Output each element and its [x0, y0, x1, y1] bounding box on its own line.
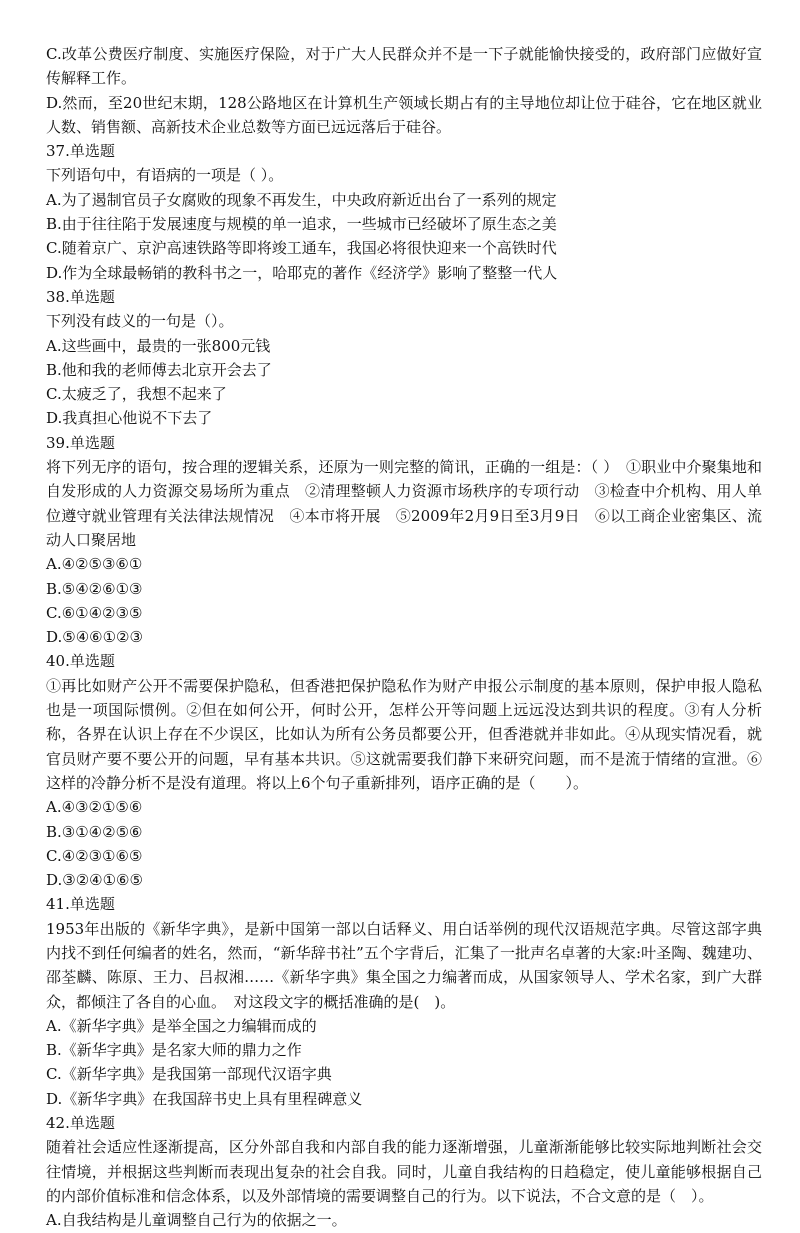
option-c: C.④②③①⑥⑤	[46, 846, 143, 865]
option-a: A.自我结构是儿童调整自己行为的依据之一。	[46, 1211, 347, 1230]
question-42	[46, 1111, 762, 1232]
option-d: D.⑤④⑥①②③	[46, 628, 143, 647]
option-b: B.⑤④②⑥①③	[46, 579, 143, 598]
question-stem: 下列没有歧义的一句是（）。	[46, 312, 234, 331]
option-d: D.③②④①⑥⑤	[46, 871, 143, 890]
option-b: B.由于往往陷于发展速度与规模的单一追求，一些城市已经破坏了原生态之美	[46, 215, 557, 234]
question-stem: ①再比如财产公开不需要保护隐私，但香港把保护隐私作为财产申报公示制度的基本原则，保护申报人隐私也是一项国际惯例。②但在如何公开，何时公开，怎样公开等问题上远远没达到共识的程度。③有人分析称，各界在认识上存在不少误区，比如认为所有公务员都要公开，但香港就并非如此。④从现实情况看，就官员财产要不要公开的问题，早有基本共识。⑤这就需要我们静下来研究问题，而不是流于情绪的宣泄。⑥这样的冷静分析不是没有道理。将以上6个句子重新排列，语序正确的是（ ）。	[46, 676, 762, 792]
question-number: 41.单选题	[46, 895, 115, 914]
option-a: A.这些画中，最贵的一张800元钱	[46, 336, 271, 355]
option-a: A.《新华字典》是举全国之力编辑而成的	[46, 1016, 317, 1035]
question-stem: 下列语句中，有语病的一项是（ ）。	[46, 166, 284, 185]
previous-option-d: D.然而，至20世纪末期，128公路地区在计算机生产领域长期占有的主导地位却让位于硅谷，它在地区就业人数、销售额、高新技术企业总数等方面已远远落后于硅谷。	[46, 93, 762, 136]
question-39	[46, 431, 762, 650]
question-37	[46, 139, 762, 285]
option-b: B.他和我的老师傅去北京开会去了	[46, 360, 272, 379]
option-d: D.作为全球最畅销的教科书之一，哈耶克的著作《经济学》影响了整整一代人	[46, 263, 558, 282]
option-b: B.③①④②⑤⑥	[46, 822, 143, 841]
option-d: D.《新华字典》在我国辞书史上具有里程碑意义	[46, 1089, 363, 1108]
option-a: A.④②⑤③⑥①	[46, 555, 143, 574]
question-stem: 将下列无序的语句，按合理的逻辑关系，还原为一则完整的简讯，正确的一组是：（ ） ①职业中介聚集地和自发形成的人力资源交易场所为重点 ②清理整顿人力资源市场秩序的专项行动 ③检查中介机构、用人单位遵守就业管理有关法律法规情况 ④本市将开展 ⑤2009年2月9日至3月9日 ⑥以工商企业密集区、流动人口聚居地	[46, 458, 762, 549]
question-number: 39.单选题	[46, 433, 115, 452]
document-page	[46, 42, 762, 1233]
option-d: D.我真担心他说不下去了	[46, 409, 213, 428]
option-c: C.《新华字典》是我国第一部现代汉语字典	[46, 1065, 332, 1084]
question-40	[46, 649, 762, 892]
question-41	[46, 892, 762, 1111]
option-c: C.⑥①④②③⑤	[46, 603, 143, 622]
question-number: 42.单选题	[46, 1114, 115, 1133]
question-number: 40.单选题	[46, 652, 115, 671]
option-c: C.随着京广、京沪高速铁路等即将竣工通车，我国必将很快迎来一个高铁时代	[46, 239, 557, 258]
question-stem: 随着社会适应性逐渐提高，区分外部自我和内部自我的能力逐渐增强，儿童渐渐能够比较实际地判断社会交往情境，并根据这些判断而表现出复杂的社会自我。同时，儿童自我结构的日趋稳定，使儿童能够根据自己的内部价值标准和信念体系，以及外部情境的需要调整自己的行为。以下说法，不合文意的是（ ）。	[46, 1138, 762, 1205]
question-number: 38.单选题	[46, 287, 115, 306]
question-number: 37.单选题	[46, 142, 115, 161]
option-a: A.为了遏制官员子女腐败的现象不再发生，中央政府新近出台了一系列的规定	[46, 190, 557, 209]
question-38	[46, 285, 762, 431]
option-b: B.《新华字典》是名家大师的鼎力之作	[46, 1041, 302, 1060]
option-a: A.④③②①⑤⑥	[46, 798, 143, 817]
option-c: C.太疲乏了，我想不起来了	[46, 385, 227, 404]
previous-option-c: C.改革公费医疗制度、实施医疗保险，对于广大人民群众并不是一下子就能愉快接受的，政府部门应做好宣传解释工作。	[46, 45, 762, 88]
question-stem: 1953年出版的《新华字典》，是新中国第一部以白话释义、用白话举例的现代汉语规范字典。尽管这部字典内找不到任何编者的姓名，然而，“新华辞书社”五个字背后，汇集了一批声名卓著的大家:叶圣陶、魏建功、邵荃麟、陈原、王力、吕叔湘……《新华字典》集全国之力编著而成，从国家领导人、学术名家，到广大群众，都倾注了各自的心血。 对这段文字的概括准确的是( )。	[46, 919, 762, 1011]
